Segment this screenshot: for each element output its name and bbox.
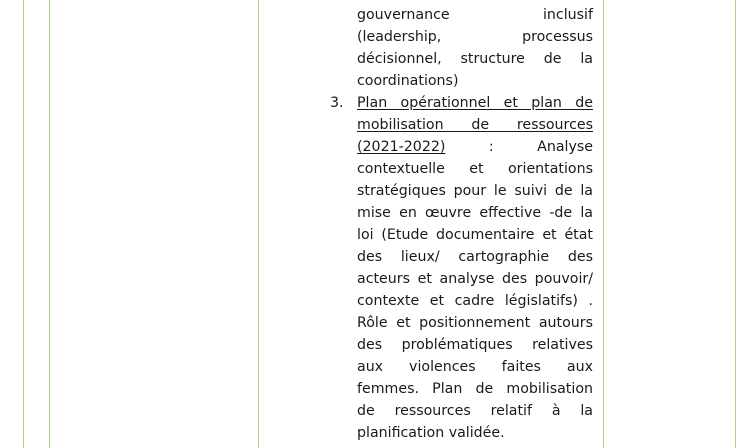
item-title-line xyxy=(357,92,593,114)
activities-cell xyxy=(330,4,593,444)
text-line: coordinations) xyxy=(357,73,459,89)
text-line: loi (Etude documentaire et état xyxy=(357,227,593,243)
text-line: femmes. Plan de mobilisation xyxy=(357,381,593,397)
column-border xyxy=(49,0,50,448)
column-border xyxy=(603,0,604,448)
text-line: mise en œuvre effective -de la xyxy=(357,205,593,221)
item-title-text: mobilisation de ressources xyxy=(357,117,593,133)
text-line: stratégiques pour le suivi de la xyxy=(357,183,593,199)
item-title-text: Plan opérationnel et plan de xyxy=(357,95,593,111)
text-line: (leadership, processus xyxy=(357,29,593,45)
text-line: acteurs et analyse des pouvoir/ xyxy=(357,271,593,287)
text-line: aux violences faites aux xyxy=(357,359,593,375)
text-line: des lieux/ cartographie des xyxy=(357,249,593,265)
item-number: 3. xyxy=(330,95,344,111)
item-title-line xyxy=(357,136,593,158)
text-line: de ressources relatif à la xyxy=(357,403,593,419)
item-title-line xyxy=(357,114,593,136)
text-line: gouvernance inclusif xyxy=(357,7,593,23)
numbered-item xyxy=(330,92,593,444)
item-title-tail: : Analyse xyxy=(445,139,593,155)
text-line: décisionnel, structure de la xyxy=(357,51,593,67)
item-title-period: (2021-2022) xyxy=(357,139,446,155)
text-line: contexte et cadre législatifs) . xyxy=(357,293,593,309)
column-border xyxy=(258,0,259,448)
column-border xyxy=(735,0,736,448)
text-line: planification validée. xyxy=(357,425,505,441)
text-line: Rôle et positionnement autours xyxy=(357,315,593,331)
text-line: des problématiques relatives xyxy=(357,337,593,353)
column-border xyxy=(23,0,24,448)
text-line: contextuelle et orientations xyxy=(357,161,593,177)
